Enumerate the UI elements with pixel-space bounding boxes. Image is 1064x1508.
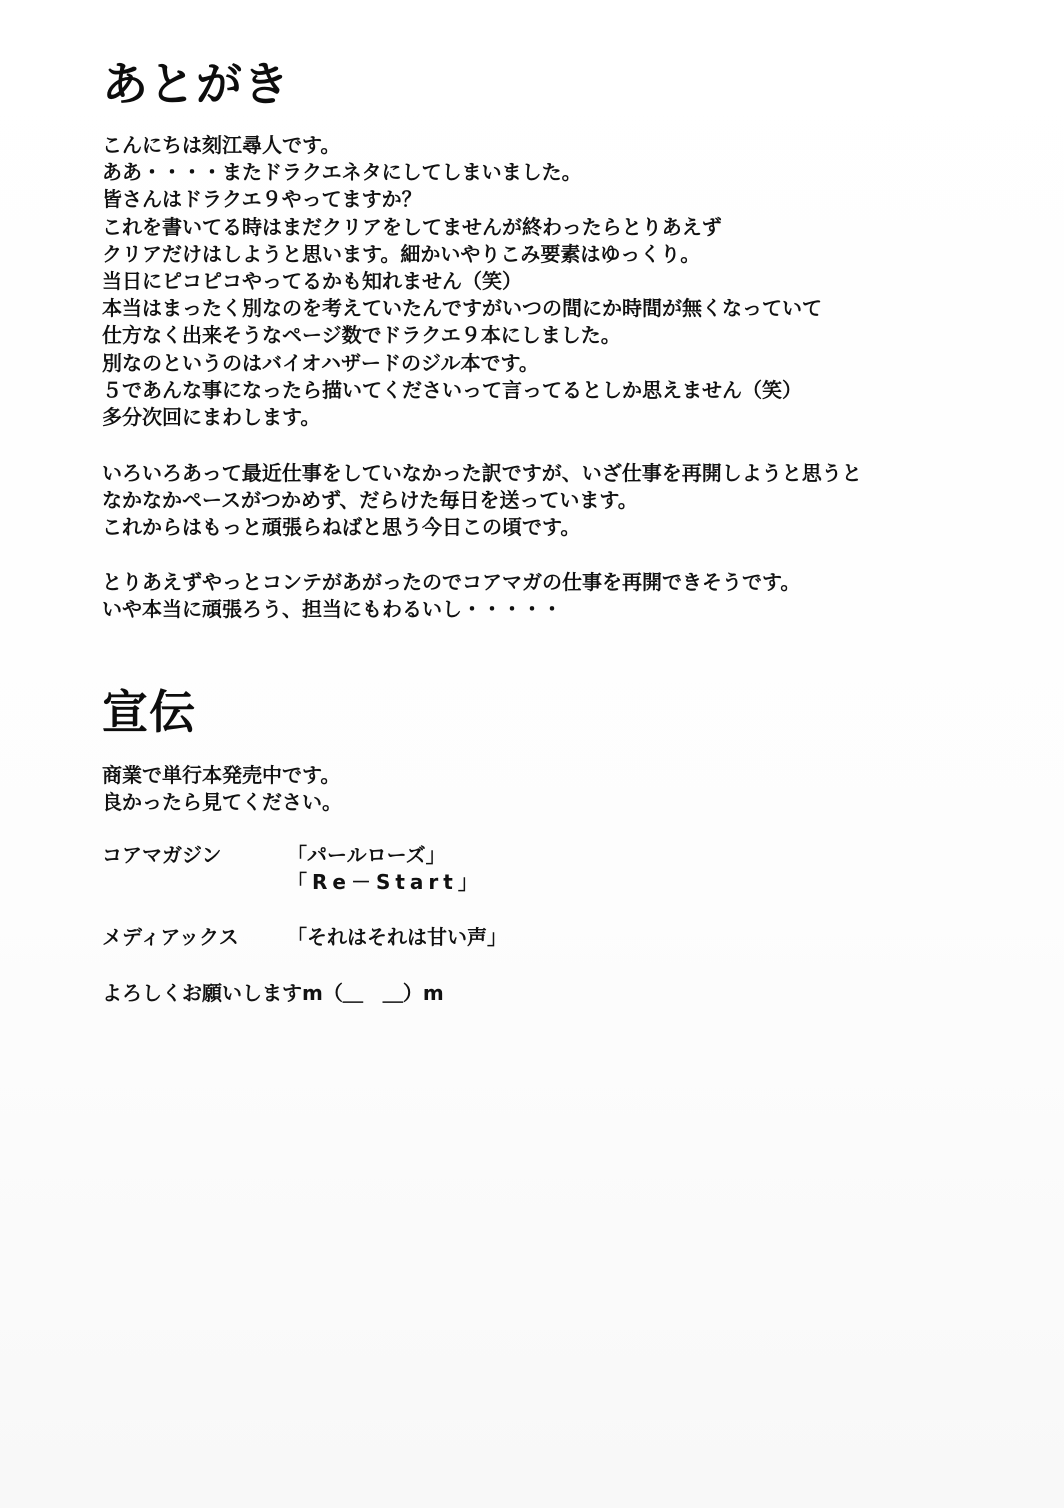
advertisement-intro [102,762,982,816]
work-titles [287,842,483,896]
text-line: とりあえずやっとコンテがあがったのでコアマガの仕事を再開できそうです。 [102,570,801,594]
closing-line: よろしくお願いしますm（＿ ＿）m [102,981,444,1005]
advertisement-heading: 宣伝 [102,685,196,739]
afterword-heading: あとがき [102,57,290,111]
work-title: 「パールローズ」 [287,843,446,867]
text-line: いろいろあって最近仕事をしていなかった訳ですが、いざ仕事を再開しようと思うと [102,461,862,485]
text-line: 皆さんはドラクエ９やってますか？ [102,187,422,212]
text-line: 多分次回にまわします。 [102,404,321,429]
text-line: 本当はまったく別なのを考えていたんですがいつの間にか時間が無くなっていて [102,296,822,321]
text-line: ああ・・・・またドラクエネタにしてしまいました。 [102,160,582,185]
text-line: 当日にピコピコやってるかも知れません（笑） [102,268,522,293]
text-line: 別なのというのはバイオハザードのジル本です。 [102,350,539,375]
text-line: いや本当に頑張ろう、担当にもわるいし・・・・・ [102,597,562,622]
text-line: ５であんな事になったら描いてくださいって言ってるとしか思えません（笑） [102,377,802,402]
afterword-paragraph-3 [102,569,982,623]
publisher-name: コアマガジン [102,843,222,867]
work-title: 「それはそれは甘い声」 [287,925,507,949]
text-line: なかなかペースがつかめず、だらけた毎日を送っています。 [102,488,638,513]
afterword-paragraph-2 [102,460,982,542]
text-line: これを書いてる時はまだクリアをしてませんが終わったらとりあえず [102,214,722,239]
text-line: こんにちは刻江尋人です。 [102,133,341,157]
work-title: 「Re－Start」 [287,870,483,894]
text-line: クリアだけはしようと思います。細かいやりこみ要素はゆっくり。 [102,241,701,266]
text-line: 良かったら見てください。 [102,790,342,815]
work-titles [287,924,507,951]
publisher-name: メディアックス [102,925,239,949]
text-line: これからはもっと頑張らねばと思う今日この頃です。 [102,515,581,540]
text-line: 商業で単行本発売中です。 [102,763,341,787]
text-line: 仕方なく出来そうなページ数でドラクエ９本にしました。 [102,323,621,348]
afterword-paragraph-1 [102,132,982,431]
